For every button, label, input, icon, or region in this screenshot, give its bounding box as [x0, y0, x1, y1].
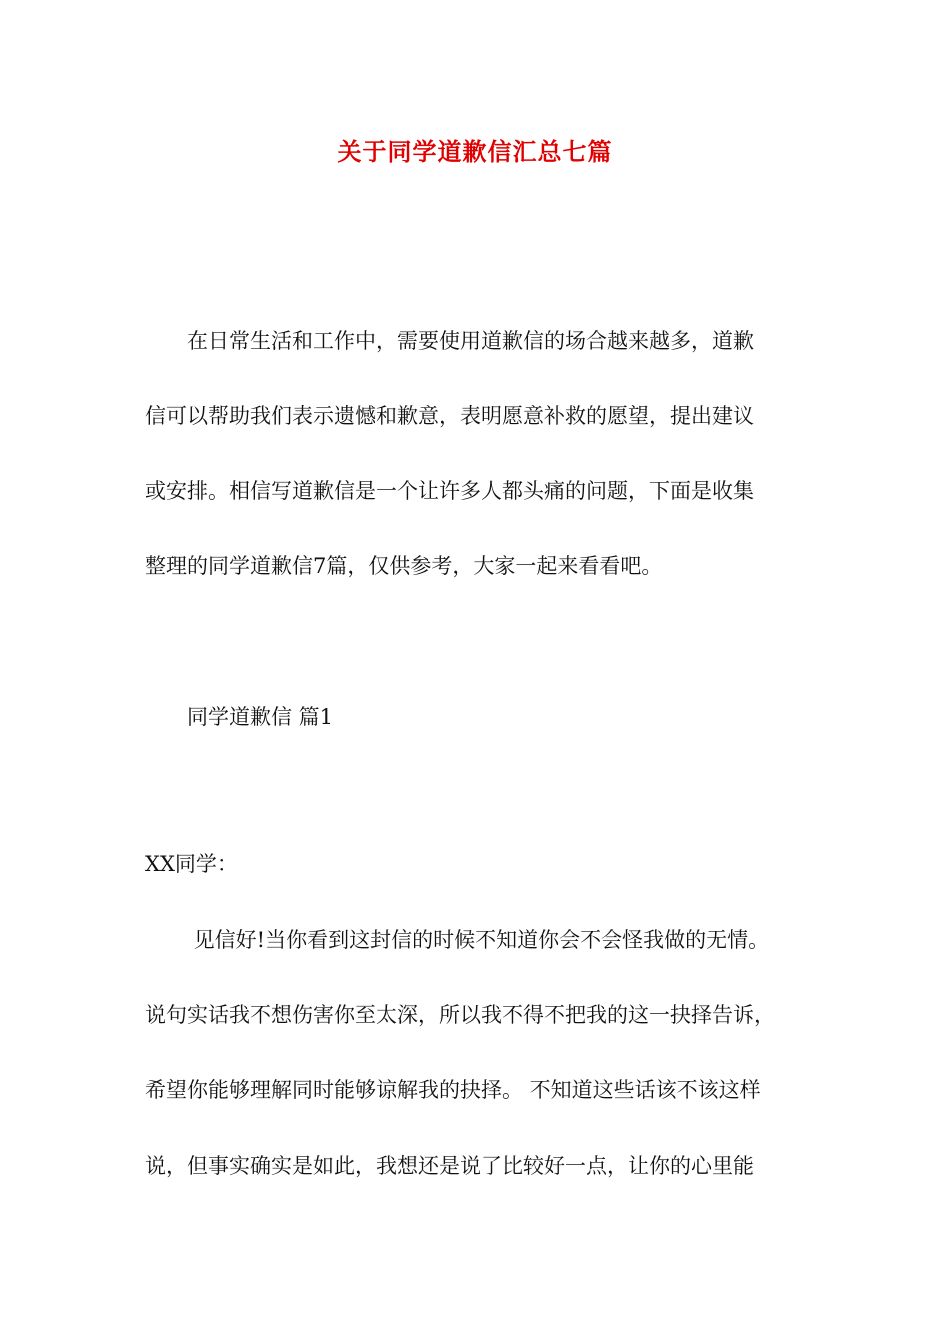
body-line: 说句实话我不想伤害你至太深，所以我不得不把我的这一抉择告诉， [145, 1003, 775, 1027]
intro-line: 整理的同学道歉信7篇，仅供参考，大家一起来看看吧。 [145, 554, 663, 578]
section-heading: 同学道歉信 篇1 [145, 705, 334, 729]
body-line: 见信好!当你看到这封信的时候不知道你会不会怪我做的无情。 [145, 928, 770, 952]
body-line: 说，但事实确实是如此，我想还是说了比较好一点，让你的心里能 [145, 1154, 754, 1178]
intro-line: 或安排。相信写道歉信是一个让许多人都头痛的问题，下面是收集 [145, 479, 754, 503]
intro-line: 信可以帮助我们表示遗憾和歉意，表明愿意补救的愿望，提出建议 [145, 404, 754, 428]
intro-line: 在日常生活和工作中，需要使用道歉信的场合越来越多，道歉 [145, 329, 754, 353]
salutation: XX同学： [145, 852, 238, 876]
document-title: 关于同学道歉信汇总七篇 [337, 137, 613, 166]
body-line: 希望你能够理解同时能够谅解我的抉择。 不知道这些话该不该这样 [145, 1078, 761, 1102]
